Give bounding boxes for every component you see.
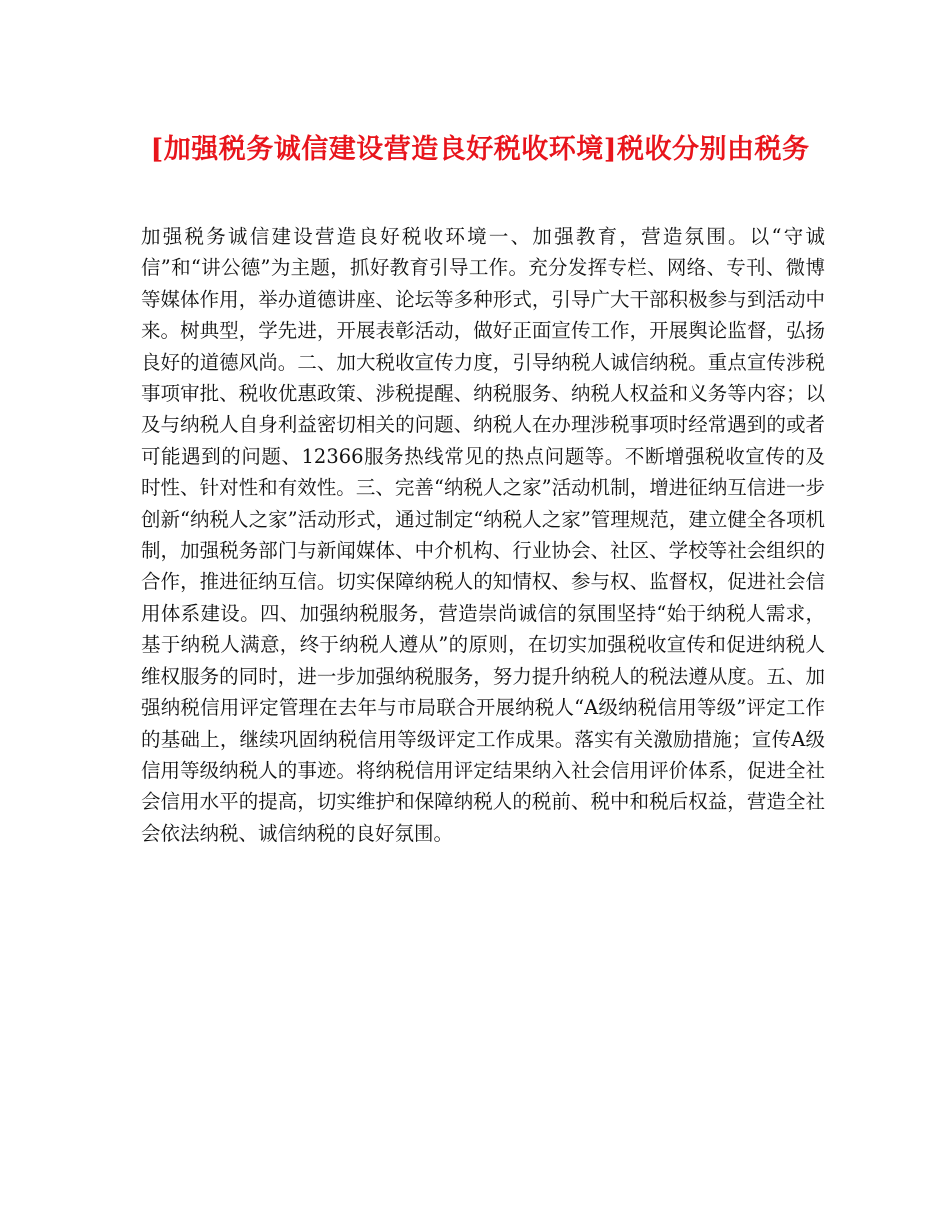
document-title: [加强税务诚信建设营造良好税收环境]税收分别由税务 <box>150 134 810 165</box>
document-body: 加强税务诚信建设营造良好税收环境一、加强教育，营造氛围。以“守诚信”和“讲公德”为主题，抓好教育引导工作。充分发挥专栏、网络、专刊、微博等媒体作用，举办道德讲座、论坛等多种形式，引导广大干部积极参与到活动中来。树典型，学先进，开展表彰活动，做好正面宣传工作，开展舆论监督，弘扬良好的道德风尚。二、加大税收宣传力度，引导纳税人诚信纳税。重点宣传涉税事项审批、税收优惠政策、涉税提醒、纳税服务、纳税人权益和义务等内容；以及与纳税人自身利益密切相关的问题、纳税人在办理涉税事项时经常遇到的或者可能遇到的问题、12366服务热线常见的热点问题等。不断增强税收宣传的及时性、针对性和有效性。三、完善“纳税人之家”活动机制，增进征纳互信进一步创新“纳税人之家”活动形式，通过制定“纳税人之家”管理规范，建立健全各项机制，加强税务部门与新闻媒体、中介机构、行业协会、社区、学校等社会组织的合作，推进征纳互信。切实保障纳税人的知情权、参与权、监督权，促进社会信用体系建设。四、加强纳税服务，营造崇尚诚信的氛围坚持“始于纳税人需求，基于纳税人满意，终于纳税人遵从”的原则，在切实加强税收宣传和促进纳税人维权服务的同时，进一步加强纳税服务，努力提升纳税人的税法遵从度。五、加强纳税信用评定管理在去年与市局联合开展纳税人“A级纳税信用等级”评定工作的基础上，继续巩固纳税信用等级评定工作成果。落实有关激励措施；宣传A级信用等级纳税人的事迹。将纳税信用评定结果纳入社会信用评价体系，促进全社会信用水平的提高，切实维护和保障纳税人的税前、税中和税后权益，营造全社会依法纳税、诚信纳税的良好氛围。 <box>141 225 825 845</box>
